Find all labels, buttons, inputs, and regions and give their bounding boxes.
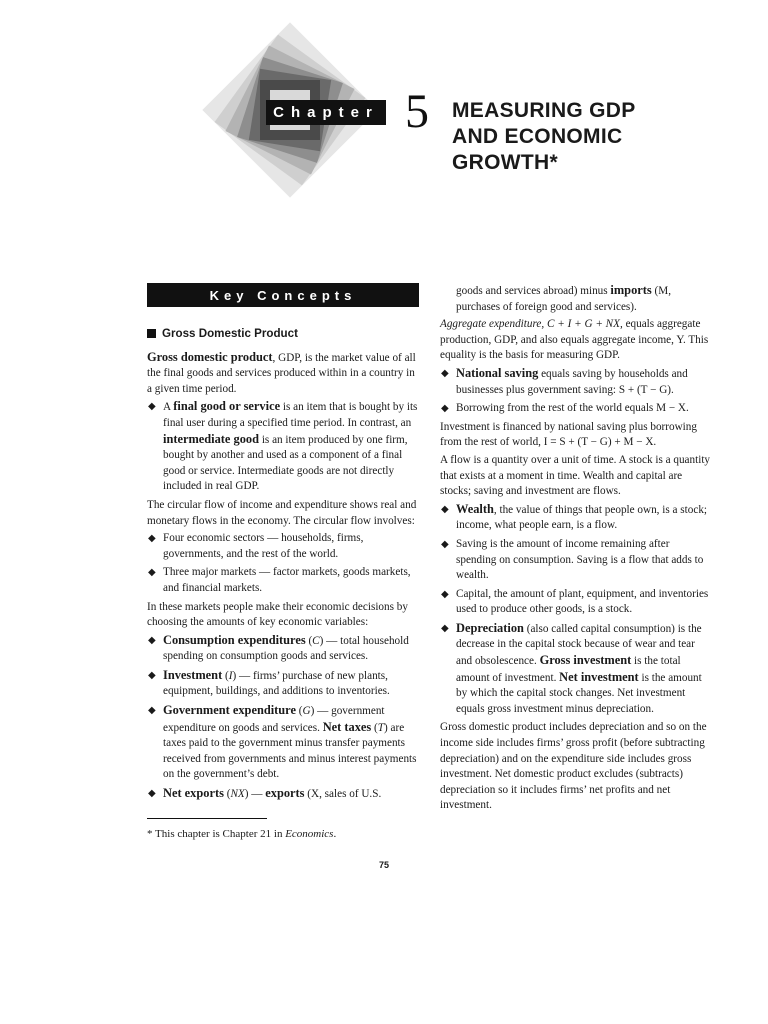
term-net-exports: Net exports xyxy=(163,786,224,801)
text: is an item produced by one firm, bought by another and used as a component of a final good or service. Intermediate goods are not directly included in real GDP. xyxy=(163,433,408,493)
exports-continuation xyxy=(440,283,711,315)
list-item xyxy=(440,366,711,398)
term-net-investment: Net investment xyxy=(559,669,639,684)
symbol: I xyxy=(228,669,233,682)
term-national-saving: National saving xyxy=(456,365,539,380)
section-heading xyxy=(147,326,418,342)
footnote-divider xyxy=(147,818,267,819)
diamond-bullet-icon: ◆ xyxy=(148,567,156,579)
page-number: 75 xyxy=(378,860,389,870)
chapter-title-line: AND ECONOMIC xyxy=(452,125,623,148)
chapter-title xyxy=(452,98,712,176)
list-item xyxy=(440,621,711,718)
list-item: ◆ Net exports (NX) — exports (X, sales of U.S. xyxy=(148,786,382,801)
symbol: T xyxy=(377,721,384,734)
term-intermediate-good: intermediate good xyxy=(163,431,260,446)
list-item xyxy=(147,565,418,596)
term-gdp: Gross domestic product xyxy=(147,349,273,364)
key-concepts-banner: Key Concepts xyxy=(147,283,419,307)
list-item xyxy=(147,399,418,495)
text: Capital, the amount of plant, equipment, and inventories used to produce other goods, is a stock. xyxy=(456,587,709,616)
text: — firms’ purchase of new plants, equipment, buildings, and additions to inventories. xyxy=(163,669,390,698)
gdp-closing-paragraph: Gross domestic product includes depreciation and so on the income side includes firms’ gross profit (before subtracting depreciation) and on the expenditure side includes gross investment. Net domestic product excludes (subtracts) depreciation so it includes firms’ net profits and net investment. xyxy=(440,721,707,812)
aggregate-expenditure-paragraph xyxy=(440,317,711,364)
text: is the total amount of investment. xyxy=(456,655,681,684)
text: equals aggregate production, GDP, and also equals aggregate income, Y. This equality is the basis for measuring GDP. xyxy=(440,318,709,362)
investment-financing-paragraph: Investment is financed by national saving plus borrowing from the rest of world, I = S + (T − G) + M − X. xyxy=(440,420,697,449)
term-exports: exports xyxy=(265,786,305,801)
term-gross-investment: Gross investment xyxy=(539,653,632,668)
list-item xyxy=(440,502,711,534)
list-item xyxy=(440,587,711,618)
text: (also called capital consumption) is the decrease in the capital stock because of wear and tear and obsolescence. xyxy=(456,622,702,668)
text: are taxes paid to the government minus transfer payments received from governments and minus interest payments on the government’s debt. xyxy=(163,721,417,781)
list-item xyxy=(440,537,711,584)
text: , the value of things that people own, is a stock; income, what people earn, is a flow. xyxy=(456,503,708,532)
aggregate-expenditure-term: Aggregate expenditure, C + I + G + NX, xyxy=(440,318,623,331)
list-item: ◆ Government expenditure (G) — government expenditure on goods and services. Net taxes (T) are taxes paid to the government minus transfer payments received from governments and minus interest payments on the government’s debt. xyxy=(148,703,417,781)
text: equals saving by households and businesses plus government saving: S + (T − G). xyxy=(456,367,688,396)
text: (X, sales of U.S. xyxy=(304,788,382,801)
text: — total household spending on consumption goods and services. xyxy=(163,634,409,663)
term-wealth: Wealth xyxy=(456,501,494,516)
text: Borrowing from the rest of the world equals M − X. xyxy=(456,402,689,415)
square-bullet-icon xyxy=(147,329,156,338)
diamond-bullet-icon: ◆ xyxy=(441,588,449,600)
term-consumption: Consumption expenditures xyxy=(163,632,306,647)
chapter-number: 5 xyxy=(405,85,429,138)
section-heading-text: Gross Domestic Product xyxy=(162,327,298,340)
text: is the amount by which the capital stock changes. Net investment equals gross investment minus depreciation. xyxy=(456,671,702,715)
text: (M, purchases of foreign good and services). xyxy=(456,285,672,313)
footnote-book-title: Economics xyxy=(285,828,334,840)
chapter-title-line: MEASURING GDP xyxy=(452,99,636,122)
symbol: NX xyxy=(230,788,245,801)
flow-stock-paragraph: A flow is a quantity over a unit of time. A stock is a quantity that exists at a moment in time. Wealth and capital are stocks; saving and investment are flows. xyxy=(440,453,711,498)
diamond-bullet-icon: ◆ xyxy=(148,401,156,413)
list-item: ◆ Consumption expenditures (C) — total household spending on consumption goods and services. xyxy=(148,632,409,663)
text: A xyxy=(163,401,174,414)
term-depreciation: Depreciation xyxy=(456,620,524,635)
list-item: ◆ Investment (I) — firms’ purchase of new plants, equipment, buildings, and additions to inventories. xyxy=(148,667,390,698)
term-final-good: final good or service xyxy=(173,399,281,414)
right-column xyxy=(440,283,711,816)
left-column xyxy=(147,322,418,806)
text: — xyxy=(248,788,266,801)
diamond-bullet-icon: ◆ xyxy=(441,622,449,634)
text: Saving is the amount of income remaining after spending on consumption. Saving is a flow that adds to wealth. xyxy=(456,537,704,582)
text: goods and services abroad) minus xyxy=(456,285,611,297)
term-government-expenditure: Government expenditure xyxy=(163,703,296,718)
list-item xyxy=(147,531,418,562)
diamond-bullet-icon: ◆ xyxy=(441,503,449,515)
diamond-bullet-icon: ◆ xyxy=(148,669,156,681)
chapter-label: Chapter xyxy=(266,100,386,125)
list-item xyxy=(440,401,711,417)
symbol: G xyxy=(302,705,311,718)
circular-flow-paragraph: The circular flow of income and expenditure shows real and monetary flows in the economy. The circular flow involves: xyxy=(147,498,417,527)
diamond-bullet-icon: ◆ xyxy=(441,403,449,415)
text: Four economic sectors — households, firms, governments, and the rest of the world. xyxy=(163,532,364,560)
diamond-bullet-icon: ◆ xyxy=(148,634,156,646)
term-investment: Investment xyxy=(163,667,223,682)
gdp-definition xyxy=(147,350,418,398)
gdp-definition-text: , GDP, is the market value of all the final goods and services produced within in a country in a given time period. xyxy=(147,351,416,395)
choices-paragraph: In these markets people make their economic decisions by choosing the amounts of key economic variables: xyxy=(147,600,408,629)
footnote-end: . xyxy=(333,828,337,840)
diamond-bullet-icon: ◆ xyxy=(441,367,449,379)
text: Three major markets — factor markets, goods markets, and financial markets. xyxy=(163,566,411,594)
footnote xyxy=(147,828,336,840)
chapter-title-line: GROWTH* xyxy=(452,151,558,174)
text: — government expenditure on goods and services. xyxy=(163,705,385,734)
term-imports: imports xyxy=(610,283,652,297)
diamond-bullet-icon: ◆ xyxy=(441,538,449,550)
symbol: C xyxy=(312,634,320,647)
diamond-bullet-icon: ◆ xyxy=(148,788,156,800)
diamond-bullet-icon: ◆ xyxy=(148,533,156,545)
term-net-taxes: Net taxes xyxy=(322,719,372,734)
diamond-bullet-icon: ◆ xyxy=(148,705,156,717)
text: is an item that is bought by its final user during a specified time period. In contrast, an xyxy=(163,401,418,429)
footnote-text: * This chapter is Chapter 21 in xyxy=(147,828,286,840)
